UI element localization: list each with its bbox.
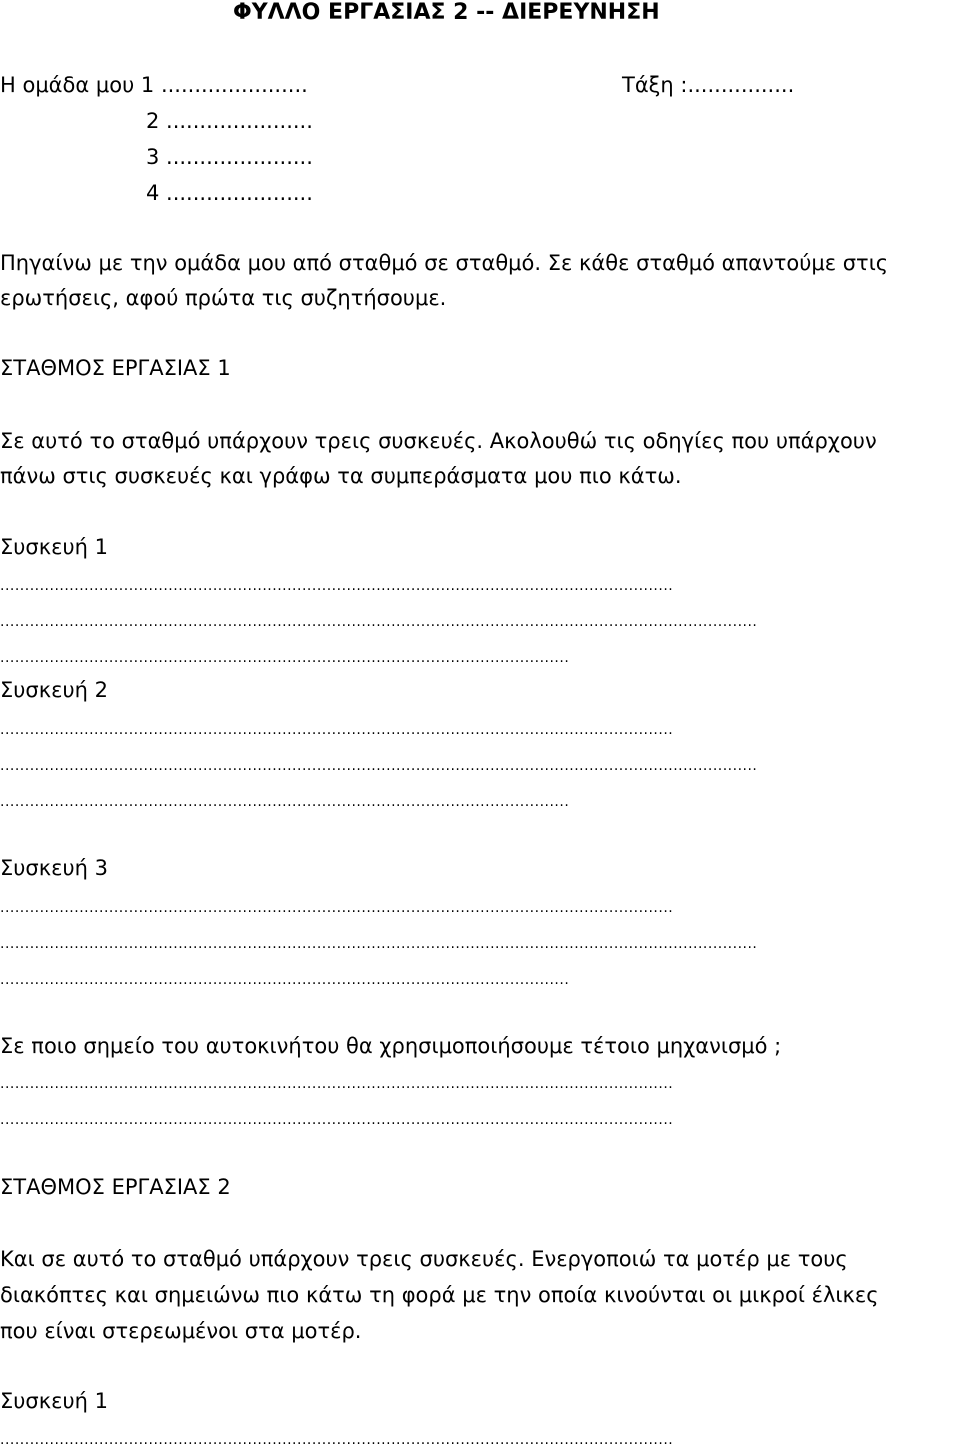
station-1-text-line-1: Σε αυτό το σταθμό υπάρχουν τρεις συσκευές. Ακολουθώ τις οδηγίες που υπάρχουν	[0, 429, 877, 453]
station-2-text-line-3: που είναι στερεωμένοι στα μοτέρ.	[0, 1319, 362, 1343]
answer-line: ........................................................................................................................................	[0, 722, 674, 738]
device-2-label: Συσκευή 2	[0, 678, 108, 702]
answer-line: ...................................................................................................................	[0, 794, 570, 810]
answer-line: ........................................................................................................................................	[0, 578, 674, 594]
answer-line: ........................................................................................................................................	[0, 1432, 674, 1448]
group-member-1-line: Η ομάδα μου 1 ......................	[0, 73, 308, 97]
answer-line: ........................................................................................................................................	[0, 1112, 674, 1128]
answer-line: ...................................................................................................................	[0, 972, 570, 988]
page-title: ΦΥΛΛΟ ΕΡΓΑΣΙΑΣ 2 -- ΔΙΕΡΕΥΝΗΣΗ	[233, 0, 660, 25]
answer-line: ........................................................................................................................................	[0, 1076, 674, 1092]
answer-line: .........................................................................................................................................................	[0, 614, 758, 630]
answer-line: ...................................................................................................................	[0, 650, 570, 666]
station-1-question: Σε ποιο σημείο του αυτοκινήτου θα χρησιμοποιήσουμε τέτοιο μηχανισμό ;	[0, 1034, 782, 1058]
intro-text-line-1: Πηγαίνω με την ομάδα μου από σταθμό σε σταθμό. Σε κάθε σταθμό απαντούμε στις	[0, 251, 889, 275]
group-member-2-line: 2 ......................	[146, 109, 313, 133]
group-member-3-line: 3 ......................	[146, 145, 313, 169]
device-1-label: Συσκευή 1	[0, 535, 108, 559]
answer-line: .........................................................................................................................................................	[0, 936, 758, 952]
device-3-label: Συσκευή 3	[0, 856, 108, 880]
station-2-heading: ΣΤΑΘΜΟΣ ΕΡΓΑΣΙΑΣ 2	[0, 1175, 231, 1199]
class-line: Τάξη :................	[622, 73, 795, 97]
intro-text-line-2: ερωτήσεις, αφού πρώτα τις συζητήσουμε.	[0, 286, 447, 310]
answer-line: ........................................................................................................................................	[0, 900, 674, 916]
group-member-4-line: 4 ......................	[146, 181, 313, 205]
station-2-text-line-1: Και σε αυτό το σταθμό υπάρχουν τρεις συσκευές. Ενεργοποιώ τα μοτέρ με τους	[0, 1247, 848, 1271]
station-1-text-line-2: πάνω στις συσκευές και γράφω τα συμπεράσματα μου πιο κάτω.	[0, 464, 682, 488]
station-2-device-1-label: Συσκευή 1	[0, 1389, 108, 1413]
station-1-heading: ΣΤΑΘΜΟΣ ΕΡΓΑΣΙΑΣ 1	[0, 356, 231, 380]
answer-line: .........................................................................................................................................................	[0, 758, 758, 774]
station-2-text-line-2: διακόπτες και σημειώνω πιο κάτω τη φορά με την οποία κινούνται οι μικροί έλικες	[0, 1283, 879, 1307]
